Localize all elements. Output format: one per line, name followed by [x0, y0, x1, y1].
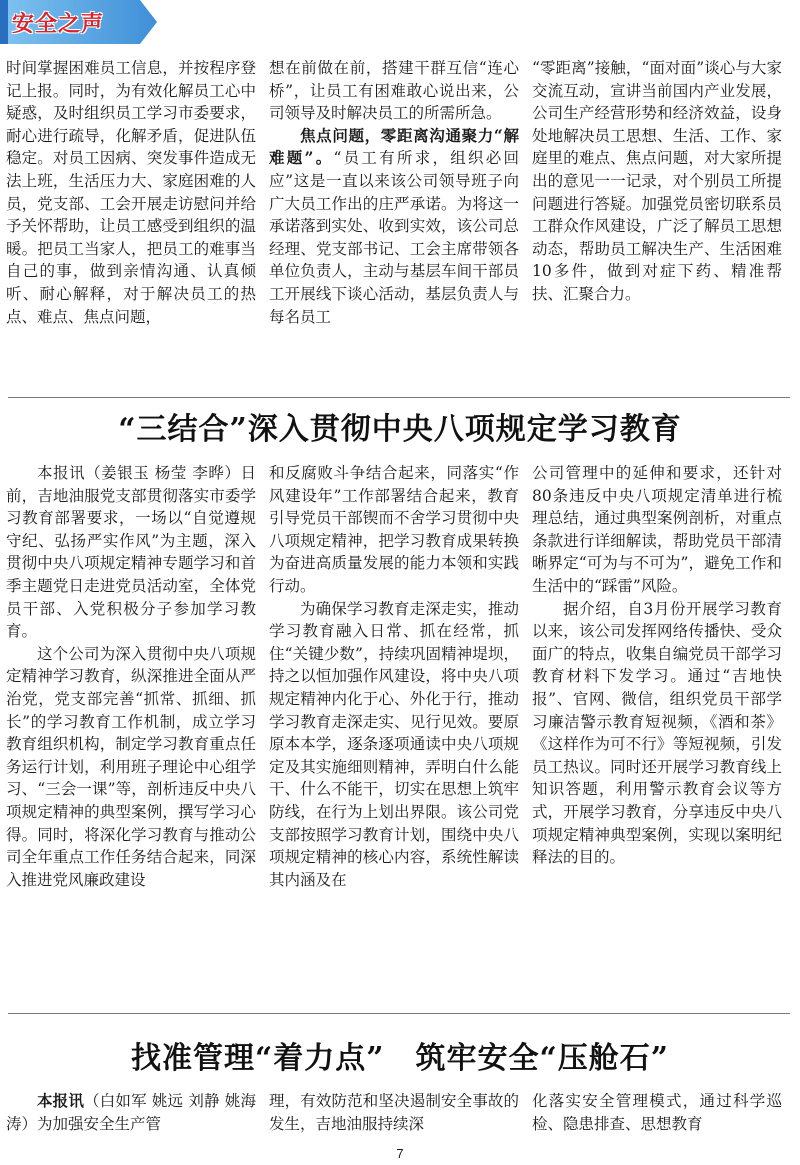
article3-col1-rest: （白如军 姚远 刘静 姚海涛）为加强安全生产管: [6, 1092, 256, 1133]
article1-col2-para2-text: “员工有所求，组织必回应”这是一直以来该公司领导班子向广大员工作出的庄严承诺。为将这一承诺落到实处、收到实效，该公司总经理、党支部书记、工会主席带领各单位负责人，主动与基层车间干部员工开展线下谈心活动，基层负责人与每名员工: [269, 149, 519, 326]
article2-col2-para2: 为确保学习教育走深走实，推动学习教育融入日常、抓在经常，抓住“关键少数”，持续巩固精神堤坝，持之以恒加强作风建设，将中央八项规定精神内化于心、外化于行，推动学习教育走深走实、见行见效。要原原本本学，逐条逐项通读中央八项规定及其实施细则精神，弄明白什么能干、什么不能干，切实在思想上筑牢防线，在行为上划出界限。该公司党支部按照学习教育计划，围绕中央八项规定精神的核心内容，系统性解读其内涵及在: [269, 599, 519, 889]
article2-column-3: [532, 462, 782, 891]
article1-column-3: [532, 57, 782, 328]
article3-col1-text: [6, 1090, 256, 1135]
subheading-bold: 焦点问题，零距离沟通聚力“解难题”。: [269, 125, 519, 168]
article1-column-1: [6, 57, 256, 328]
article2-col3-para1: 公司管理中的延伸和要求，还针对80条违反中央八项规定清单进行梳理总结，通过典型案例剖析，对重点条款进行详细解读，帮助党员干部清晰界定“可为与不可为”，避免工作和生活中的“踩雷”风险。: [532, 464, 782, 595]
article3-headline: 找准管理“着力点” 筑牢安全“压舱石”: [130, 1041, 670, 1076]
article2-col1-para1: 本报讯（姜银玉 杨莹 李晔）日前，吉地油服党支部贯彻落实市委学习教育部署要求，一场以“自觉遵规守纪、弘扬严实作风”为主题，深入贯彻中央八项规定精神专题学习和首季主题党日走进党员活动室，全体党员干部、入党积极分子参加学习教育。: [6, 464, 256, 641]
article3-column-3: [532, 1090, 782, 1135]
divider-line: [8, 1013, 790, 1014]
article2-column-1: [6, 462, 256, 891]
article1-col2-para2: [269, 125, 519, 328]
article3-col3-text: 化落实安全管理模式，通过科学巡检、隐患排查、思想教育: [532, 1092, 782, 1133]
article2-col2-para1: 和反腐败斗争结合起来，同落实“作风建设年”工作部署结合起来，教育引导党员干部锲而不舍学习贯彻中央八项规定精神，把学习教育成果转换为奋进高质量发展的能力本领和实践行动。: [269, 464, 519, 595]
page-number: 7: [396, 1146, 404, 1161]
article3-column-2: [269, 1090, 519, 1135]
article-continued: [0, 57, 800, 328]
article3-column-1: [6, 1090, 256, 1135]
article2-body: [0, 462, 800, 891]
article2-headline: “三结合”深入贯彻中央八项规定学习教育: [118, 412, 682, 447]
section-title: 安全之声: [12, 12, 105, 37]
divider-line: [8, 397, 790, 398]
article1-col1-text: 时间掌握困难员工信息，并按程序登记上报。同时，为有效化解员工心中疑惑，及时组织员工学习市委要求，耐心进行疏导，化解矛盾，促进队伍稳定。对员工因病、突发事件造成无法上班，生活压力大、家庭困难的人员，党支部、工会开展走访慰问并给予关怀帮助，让员工感受到组织的温暖。把员工当家人，把员工的难事当自己的事，做到亲情沟通、认真倾听、耐心解释，对于解决员工的热点、难点、焦点问题，: [6, 59, 256, 326]
article3-col2-text: 理，有效防范和坚决遏制安全事故的发生，吉地油服持续深: [269, 1092, 519, 1133]
section-header-tab: [0, 0, 157, 44]
article3-body: [0, 1090, 800, 1135]
article2-column-2: [269, 462, 519, 891]
article1-column-2: [269, 57, 519, 328]
article2-col1-para2: 这个公司为深入贯彻中央八项规定精神学习教育，纵深推进全面从严治党，党支部完善“抓常、抓细、抓长”的学习教育工作机制，成立学习教育组织机构，制定学习教育重点任务运行计划，利用班子理论中心组学习、“三会一课”等，剖析违反中央八项规定精神的典型案例，撰写学习心得。同时，将深化学习教育与推动公司全年重点工作任务结合起来，同深入推进党风廉政建设: [6, 644, 256, 889]
article1-col2-para1: 想在前做在前，搭建干群互信“连心桥”，让员工有困难敢心说出来，公司领导及时解决员工的所需所急。: [269, 59, 519, 123]
article1-col3-text: “零距离”接触，“面对面”谈心与大家交流互动，宣讲当前国内产业发展，公司生产经营形势和经济效益，设身处地解决员工思想、生活、工作、家庭里的难点、焦点问题，对大家所提出的意见一一记录，对个别员工所提问题进行答疑。加强党员密切联系员工群众作风建设，广泛了解员工思想动态，帮助员工解决生产、生活困难10多件，做到对症下药、精准帮扶、汇聚合力。: [532, 59, 782, 303]
dateline-bold: 本报讯: [37, 1091, 85, 1110]
article2-col3-para2: 据介绍，自3月份开展学习教育以来，该公司发挥网络传播快、受众面广的特点，收集自编党员干部学习教育材料下发学习。通过“吉地快报”、官网、微信，组织党员干部学习廉洁警示教育短视频，《酒和茶》《这样作为可不行》等短视频，引发员工热议。同时还开展学习教育线上知识答题，利用警示教育会议等方式，开展学习教育，分享违反中央八项规定精神典型案例，实现以案明纪释法的目的。: [532, 599, 782, 867]
